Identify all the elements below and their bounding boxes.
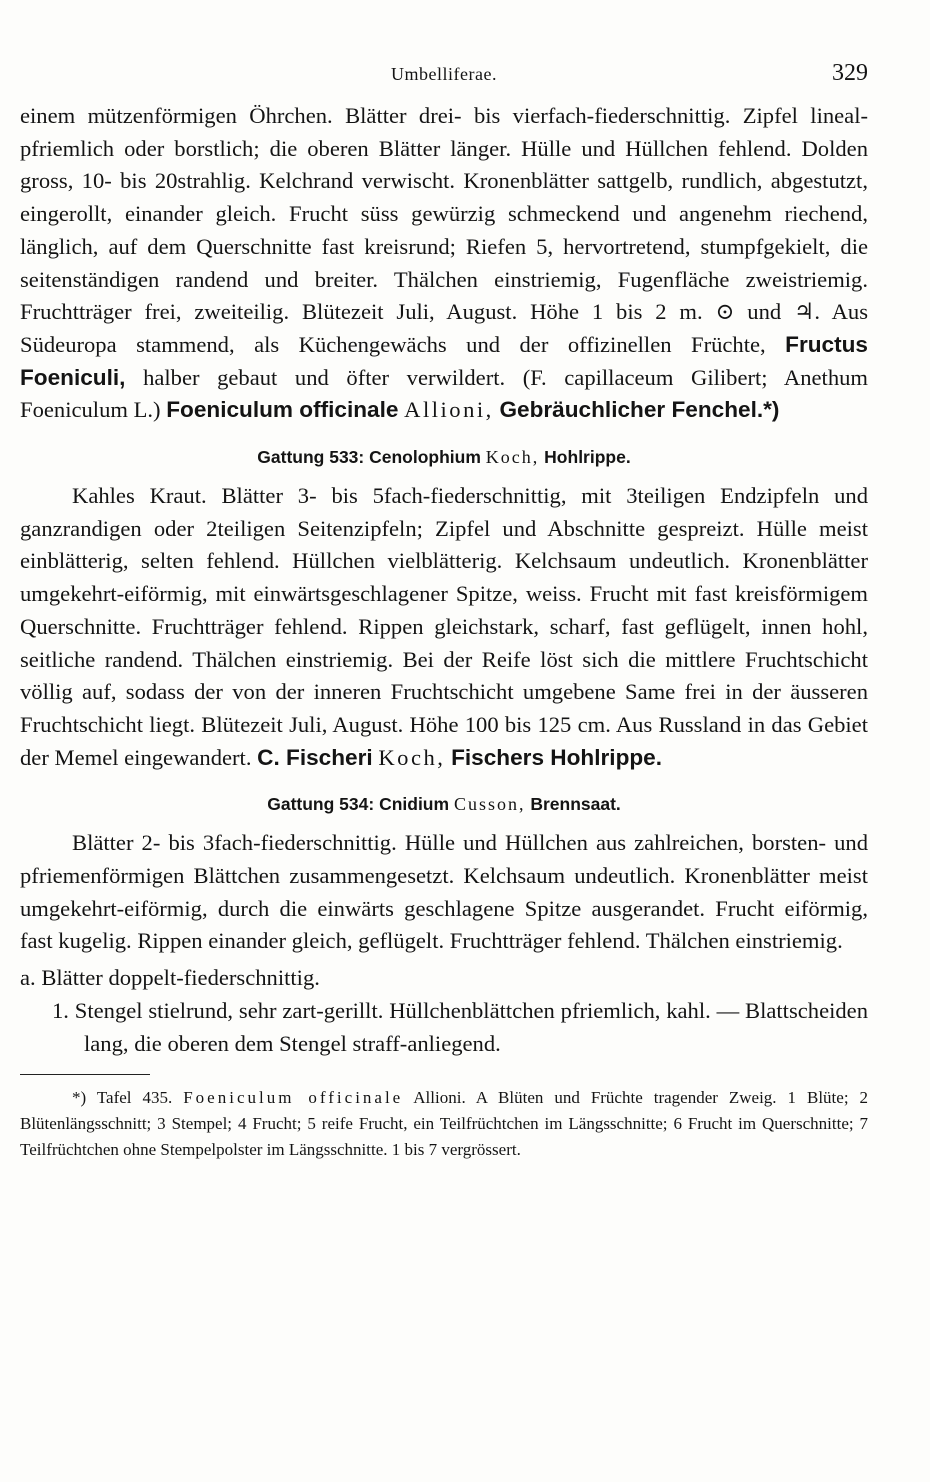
text-run: einem mützenförmigen Öhrchen. Blätter drei- bis vierfach-fiederschnittig. Zipfel lineal-pfriemlich oder borstlich; die oberen Blätter länger. Hülle und Hüllchen fehlend. Dolden gross, 10- bis 20strahlig. Kelchrand verwischt. Kronenblätter sattgelb, rundlich, abgestutzt, eingerollt, einander gleich. Frucht süss gewürzig schmeckend und angenehm riechend, länglich, auf dem Querschnitte fast kreisrund; Riefen 5, hervortretend, stumpfgekielt, die seitenständigen randend und breiter. Thälchen einstriemig, Fugenfläche zweistriemig. Fruchtträger frei, zweiteilig. Blütezeit Juli, August. Höhe 1 bis 2 m. ⊙ und ♃. Aus Südeuropa stammend, als Küchengewächs und der offizinellen Früchte,	[20, 103, 868, 357]
key-item-1: 1. Stengel stielrund, sehr zart-gerillt. Hüllchenblättchen pfriemlich, kahl. — Blattscheiden lang, die oberen dem Stengel straff-anliegend.	[52, 997, 868, 1056]
genus-name: Cnidium	[379, 794, 450, 815]
species-name: C. Fischeri	[257, 744, 373, 770]
genus-author: Koch,	[485, 447, 540, 468]
page-number: 329	[832, 60, 868, 86]
genus-heading-533	[20, 447, 868, 468]
paragraph-cenolophium	[20, 480, 868, 774]
species-author: Koch,	[378, 744, 446, 770]
paragraph-foeniculum	[20, 100, 868, 427]
genus-label: Gattung 534:	[267, 794, 375, 815]
species-author: Allioni,	[404, 397, 494, 423]
footnote-species: Foeniculum officinale	[183, 1088, 404, 1108]
footnote-text: Allioni. A Blüten und Früchte tragender Zweig. 1 Blüte; 2 Blütenlängsschnitt; 3 Stempel; 4 Frucht; 5 reife Frucht, ein Teilfrüchtchen im Längsschnitte; 6 Frucht im Querschnitte; 7 Teilfrüchtchen ohne Stempelpolster im Längsschnitte. 1 bis 7 vergrössert.	[20, 1088, 869, 1160]
key-item-a: a. Blätter doppelt-fiederschnittig.	[20, 965, 320, 991]
species-name: Foeniculum officinale	[166, 397, 399, 423]
footnote-rule	[20, 1074, 150, 1075]
text-run: Kahles Kraut. Blätter 3- bis 5fach-fiederschnittig, mit 3teiligen Endzipfeln und ganzrandigen oder 2teiligen Seitenzipfeln; Zipfel und Abschnitte gespreizt. Hülle meist einblätterig, selten fehlend. Hüllchen vielblätterig. Kelchsaum undeutlich. Kronenblätter umgekehrt-eiförmig, mit einwärtsgeschlagener Spitze, weiss. Frucht mit fast kreisförmigem Querschnitte. Fruchtträger fehlend. Rippen gleichstark, scharf, fast geflügelt, innen hohl, seitliche randend. Thälchen einstriemig. Bei der Reife löst sich die mittlere Fruchtschicht völlig auf, sodass der von der inneren Fruchtschicht umgebene Same frei in der äusseren Fruchtschicht liegt. Blütezeit Juli, August. Höhe 100 bis 125 cm. Aus Russland in das Gebiet der Memel eingewandert.	[20, 483, 868, 770]
page-header	[20, 60, 868, 100]
genus-common-name: Brennsaat.	[530, 794, 621, 815]
paragraph-cnidium: Blätter 2- bis 3fach-fiederschnittig. Hülle und Hüllchen aus zahlreichen, borsten- und pfriemenförmigen Blättchen zusammengesetzt. Kelchsaum undeutlich. Kronenblätter meist umgekehrt-eiförmig, durch die einwärts geschlagene Spitze ausgerandet. Frucht eiförmig, fast kugelig. Rippen einander gleich, geflügelt. Fruchtträger fehlend. Thälchen einstriemig.	[20, 830, 868, 954]
text-run: halber gebaut und öfter verwildert. (F. capillaceum Gilibert; Anethum Foeniculum L.)	[20, 364, 869, 423]
running-head: Umbelliferae.	[391, 64, 497, 84]
genus-label: Gattung 533:	[257, 447, 365, 468]
genus-common-name: Hohlrippe.	[544, 447, 631, 468]
genus-author: Cusson,	[453, 794, 526, 815]
drug-name: Fructus Foeniculi,	[20, 331, 868, 390]
common-name: Fischers Hohlrippe.	[451, 744, 663, 770]
footnote-lead: *) Tafel 435.	[72, 1088, 173, 1108]
genus-heading-534	[20, 794, 868, 815]
common-name: Gebräuchlicher Fenchel.*)	[499, 397, 780, 423]
footnote	[20, 1085, 868, 1163]
genus-name: Cenolophium	[369, 447, 481, 468]
